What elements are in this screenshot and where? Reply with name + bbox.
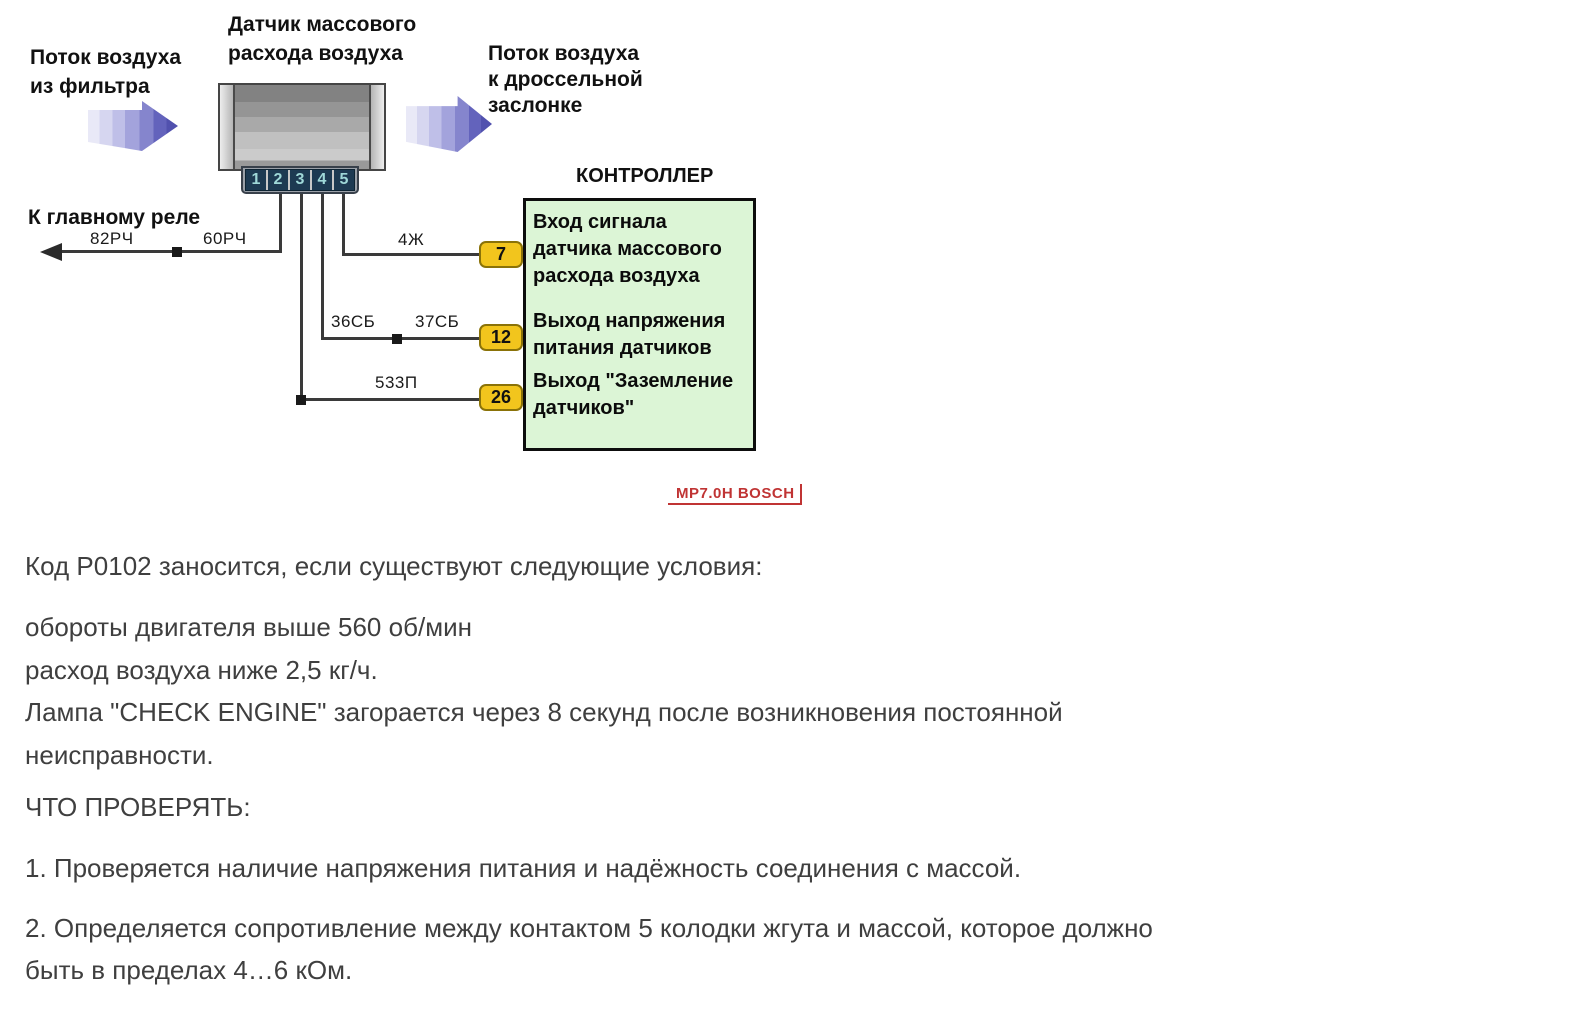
sensor-title-line2: расхода воздуха <box>228 42 403 65</box>
wire-label-36: 36СБ <box>331 312 376 331</box>
ecu-pin-7: 7 <box>479 241 523 268</box>
sensor-right-cap <box>369 85 384 169</box>
relay-label: К главному реле <box>28 206 201 229</box>
wire-to-pin26 <box>300 398 480 401</box>
outflow-label-line3: заслонке <box>488 94 583 117</box>
sensor-connector-pins <box>245 169 355 191</box>
wire-pin3-vertical <box>300 194 303 400</box>
sensor-connector <box>241 166 359 194</box>
ecu-pin-12: 12 <box>479 324 523 351</box>
sensor-striped-body <box>235 85 369 169</box>
outflow-label-line2: к дроссельной <box>488 68 643 91</box>
sensor-title <box>228 10 416 68</box>
airflow-in-arrow-icon <box>88 101 178 151</box>
body-text-check-step-2-line1: 2. Определяется сопротивление между контактом 5 колодки жгута и массой, которое должно <box>25 913 1153 943</box>
sensor-left-cap <box>220 85 235 169</box>
sensor-title-line1: Датчик массового <box>228 13 417 36</box>
relay-arrowhead-icon <box>40 243 62 261</box>
connector-pin-5: 5 <box>332 170 354 190</box>
controller-pin7-label-line2: датчика массового <box>533 238 722 260</box>
controller-pin7-label-line3: расхода воздуха <box>533 265 700 287</box>
junction-12-wire <box>392 334 402 344</box>
wire-label-60: 60РЧ <box>203 229 247 248</box>
wire-label-82: 82РЧ <box>90 229 134 248</box>
body-text-airflow-condition: расход воздуха ниже 2,5 кг/ч. <box>25 655 378 685</box>
inflow-label-line1: Поток воздуха <box>30 46 182 69</box>
controller-pin12-label-line1: Выход напряжения <box>533 310 726 332</box>
wire-pin5-vertical <box>342 194 345 255</box>
inflow-label-line2: из фильтра <box>30 75 150 98</box>
body-text-check-step-1: 1. Проверяется наличие напряжения питания и надёжность соединения с массой. <box>25 853 1022 883</box>
wire-pin2-vertical <box>279 194 282 252</box>
inflow-label <box>30 43 181 101</box>
controller-pin26-label-line2: датчиков" <box>533 397 635 419</box>
connector-pin-3: 3 <box>288 170 310 190</box>
wire-label-533: 533П <box>375 373 418 392</box>
body-text-rpm-condition: обороты двигателя выше 560 об/мин <box>25 612 472 642</box>
outflow-label-line1: Поток воздуха <box>488 42 640 65</box>
body-text-what-to-check-heading: ЧТО ПРОВЕРЯТЬ: <box>25 792 251 822</box>
wire-label-4zh: 4Ж <box>398 230 425 249</box>
controller-pin7-label-line1: Вход сигнала <box>533 211 667 233</box>
connector-pin-4: 4 <box>310 170 332 190</box>
junction-26-wire <box>296 395 306 405</box>
controller-title: КОНТРОЛЛЕР <box>576 165 714 187</box>
body-text-conditions-heading: Код P0102 заносится, если существуют следующие условия: <box>25 551 763 581</box>
body-text-check-step-2-line2: быть в пределах 4…6 кОм. <box>25 955 353 985</box>
body-text-lamp-line1: Лампа "CHECK ENGINE" загорается через 8 секунд после возникновения постоянной <box>25 697 1063 727</box>
connector-pin-1: 1 <box>251 171 261 188</box>
maf-sensor-body <box>218 83 386 171</box>
controller-pin26-label-line1: Выход "Заземление <box>533 370 734 392</box>
airflow-out-arrow-icon <box>406 96 492 152</box>
bosch-footnote-link[interactable]: MP7.0H BOSCH <box>668 484 802 505</box>
wire-to-relay <box>58 250 282 253</box>
junction-relay-wire <box>172 247 182 257</box>
wire-pin4-vertical <box>321 194 324 339</box>
controller-pin12-label-line2: питания датчиков <box>533 337 712 359</box>
body-text-lamp-line2: неисправности. <box>25 740 214 770</box>
wire-to-pin7 <box>342 253 480 256</box>
outflow-label <box>488 41 643 119</box>
ecu-pin-26: 26 <box>479 384 523 411</box>
wire-label-37: 37СБ <box>415 312 460 331</box>
connector-pin-2: 2 <box>266 170 288 190</box>
